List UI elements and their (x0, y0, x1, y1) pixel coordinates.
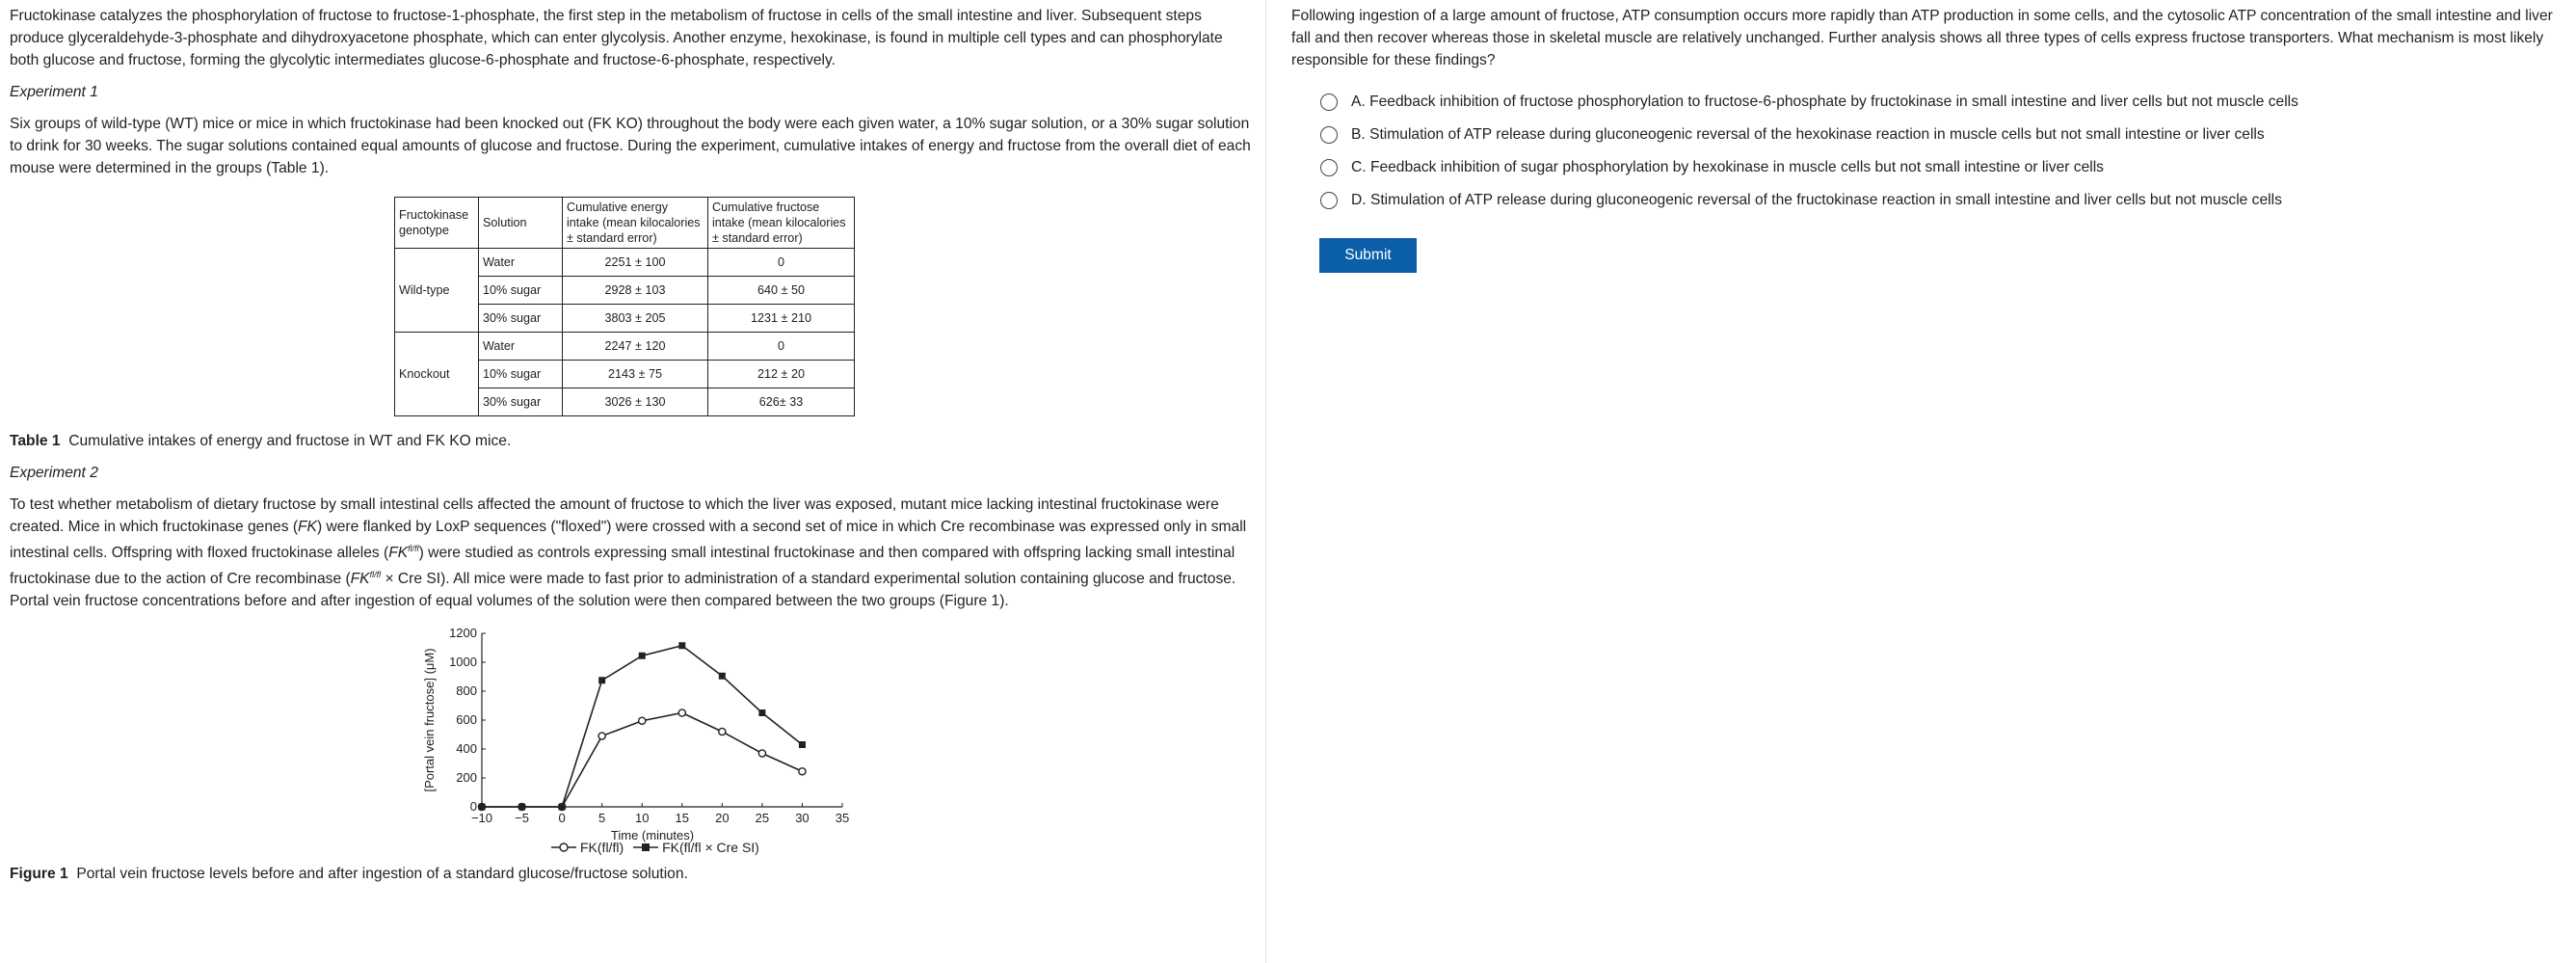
figure-1 (407, 624, 1256, 855)
y-tick-label: 400 (456, 741, 477, 757)
table-cell: 2928 ± 103 (563, 277, 708, 305)
data-point-series-1 (678, 709, 685, 716)
exp2-text-d: × Cre SI). All mice were made to fast prior to administration of a standard experimental solution containing glucose and fructose. Portal vein fructose concentrations before and after ingestion of equal volumes of the solution were then compared between the two groups (Figure 1). (10, 571, 1236, 610)
radio-button-a[interactable] (1320, 94, 1338, 111)
radio-button-d[interactable] (1320, 192, 1338, 209)
experiment-2-title: Experiment 2 (10, 465, 98, 481)
data-point-series-1 (799, 768, 806, 775)
x-tick-label: 0 (558, 811, 566, 826)
data-point-series-1 (719, 729, 726, 736)
data-point-series-2 (479, 804, 486, 811)
x-tick-label: 35 (835, 811, 850, 826)
table-row (395, 333, 855, 361)
y-tick-label: 600 (456, 712, 477, 728)
table-cell-genotype: Knockout (395, 333, 479, 416)
data-point-series-1 (639, 718, 646, 725)
exp2-text-b: ) were flanked by LoxP sequences ("floxed") were crossed with a second set of mice in which Cre recombinase was expressed only in small intestinal cells. Offspring with floxed fructokinase alleles ( (10, 519, 1247, 562)
x-tick-label: −5 (515, 811, 529, 826)
option-letter: A. (1351, 94, 1366, 110)
table-caption (10, 430, 1256, 452)
table-caption-label: Table 1 (10, 433, 61, 449)
figure-caption-label: Figure 1 (10, 866, 68, 883)
x-tick-label: −10 (470, 811, 493, 826)
option-letter: C. (1351, 159, 1367, 175)
table-row (395, 249, 855, 277)
exp2-text-a: To test whether metabolism of dietary fructose by small intestinal cells affected the amount of fructose to which the liver was exposed, mutant mice lacking intestinal fructokinase were created. Mice in which fructokinase genes ( (10, 496, 1219, 535)
option-text: Stimulation of ATP release during gluconeogenic reversal of the hexokinase reaction in muscle cells but not small intestine or liver cells (1369, 126, 2265, 143)
table-cell: 3026 ± 130 (563, 388, 708, 416)
table-cell: 0 (708, 249, 855, 277)
table-1 (394, 197, 855, 416)
x-tick-label: 5 (598, 811, 606, 826)
x-tick-label: 15 (675, 811, 690, 826)
table-cell: 10% sugar (479, 277, 563, 305)
table-cell: 1231 ± 210 (708, 305, 855, 333)
passage-intro: Fructokinase catalyzes the phosphorylation of fructose to fructose-1-phosphate, the first step in the metabolism of fructose in cells of the small intestine and liver. Subsequent steps produce glyceraldehyde-3-phosphate and dihydroxyacetone phosphate, which can enter glycolysis. Another enzyme, hexokinase, is found in multiple cell types and can phosphorylate both glucose and fructose, forming the glycolytic intermediates glucose-6-phosphate and fructose-6-phosphate, respectively. (10, 8, 1223, 68)
x-tick-label: 20 (715, 811, 730, 826)
question-stem: Following ingestion of a large amount of fructose, ATP consumption occurs more rapidly than ATP production in some cells, and the cytosolic ATP concentration of the small intestine and liver fall and then recover whereas those in skeletal muscle are relatively unchanged. Further analysis shows all three types of cells express fructose transporters. What mechanism is most likely responsible for these findings? (1291, 8, 2553, 68)
panel-divider (1265, 0, 1266, 963)
data-point-series-2 (678, 643, 685, 650)
data-point-series-1 (758, 750, 765, 757)
answer-option-c[interactable] (1320, 151, 2563, 184)
radio-button-c[interactable] (1320, 159, 1338, 176)
legend-open-circle-marker (551, 842, 576, 853)
x-axis-label: Time (minutes) (610, 828, 695, 843)
answer-option-a[interactable] (1320, 86, 2563, 119)
fructose-line-chart (407, 624, 869, 843)
data-point-series-2 (639, 653, 646, 659)
series-line-2 (482, 646, 802, 807)
figure-caption-text: Portal vein fructose levels before and after ingestion of a standard glucose/fructose solution. (76, 866, 688, 883)
data-point-series-2 (758, 709, 765, 716)
experiment-1-text: Six groups of wild-type (WT) mice or mice in which fructokinase had been knocked out (FK KO) throughout the body were each given water, a 10% sugar solution, or a 30% sugar solution to drink for 30 weeks. The sugar solutions contained equal amounts of glucose and fructose. During the experiment, cumulative intakes of energy and fructose from the overall diet of each mouse were determined in the groups (Table 1). (10, 116, 1251, 176)
y-tick-label: 1200 (449, 626, 477, 641)
x-tick-label: 10 (634, 811, 650, 826)
option-letter: B. (1351, 126, 1366, 143)
table-cell: 640 ± 50 (708, 277, 855, 305)
table-cell: 626± 33 (708, 388, 855, 416)
chart-legend (551, 840, 1256, 855)
exp2-text-c: ) were studied as controls expressing small intestinal fructokinase and then compared with offspring lacking small intestinal fructokinase due to the action of Cre recombinase ( (10, 545, 1235, 588)
data-point-series-2 (799, 741, 806, 748)
legend-filled-square-marker (633, 842, 658, 853)
exp2-sup1: fl/fl (408, 544, 419, 553)
table-cell: 30% sugar (479, 305, 563, 333)
table-cell-genotype: Wild-type (395, 249, 479, 333)
submit-button[interactable]: Submit (1319, 238, 1417, 273)
question-panel (1291, 0, 2563, 963)
exp2-sup2: fl/fl (369, 570, 382, 580)
data-point-series-2 (598, 678, 605, 684)
table-cell: Water (479, 333, 563, 361)
table-cell: 30% sugar (479, 388, 563, 416)
experiment-2-text (10, 494, 1256, 612)
y-tick-label: 800 (456, 683, 477, 699)
legend-series-2-label: FK(fl/fl × Cre SI) (662, 840, 759, 856)
option-text: Feedback inhibition of sugar phosphorylation by hexokinase in muscle cells but not small intestine or liver cells (1369, 159, 2104, 175)
table-cell: 10% sugar (479, 361, 563, 388)
exp2-fk2: FK (388, 545, 409, 562)
table-cell: 212 ± 20 (708, 361, 855, 388)
table-header-genotype: Fructokinase genotype (395, 198, 479, 249)
radio-button-b[interactable] (1320, 126, 1338, 144)
exp2-fk: FK (298, 519, 317, 535)
series-line-1 (482, 713, 802, 808)
data-point-series-2 (719, 673, 726, 680)
option-text: Feedback inhibition of fructose phosphorylation to fructose-6-phosphate by fructokinase in small intestine and liver cells but not muscle cells (1369, 94, 2298, 110)
option-letter: D. (1351, 192, 1367, 208)
answer-option-b[interactable] (1320, 119, 2563, 151)
exp2-fk3: FK (350, 571, 370, 588)
data-point-series-1 (598, 733, 605, 739)
x-tick-label: 25 (755, 811, 770, 826)
table-cell: 2247 ± 120 (563, 333, 708, 361)
data-point-series-2 (518, 804, 525, 811)
experiment-1-title: Experiment 1 (10, 84, 98, 100)
table-cell: 0 (708, 333, 855, 361)
answer-option-d[interactable] (1320, 184, 2563, 217)
data-point-series-2 (559, 804, 566, 811)
table-cell: 2251 ± 100 (563, 249, 708, 277)
x-tick-label: 30 (795, 811, 810, 826)
table-header-fructose: Cumulative fructose intake (mean kilocalories ± standard error) (708, 198, 855, 249)
table-cell: 2143 ± 75 (563, 361, 708, 388)
table-header-solution: Solution (479, 198, 563, 249)
option-text: Stimulation of ATP release during gluconeogenic reversal of the fructokinase reaction in small intestine and liver cells but not muscle cells (1369, 192, 2282, 208)
figure-caption (10, 863, 1256, 885)
table-header-energy: Cumulative energy intake (mean kilocalories ± standard error) (563, 198, 708, 249)
passage-panel (0, 0, 1265, 963)
table-caption-text: Cumulative intakes of energy and fructose in WT and FK KO mice. (68, 433, 512, 449)
y-axis-label: [Portal vein fructose] (μM) (422, 648, 437, 792)
legend-series-1-label: FK(fl/fl) (580, 840, 624, 856)
y-tick-label: 200 (456, 770, 477, 786)
table-cell: Water (479, 249, 563, 277)
y-tick-label: 0 (469, 799, 477, 815)
y-tick-label: 1000 (449, 655, 477, 670)
table-cell: 3803 ± 205 (563, 305, 708, 333)
